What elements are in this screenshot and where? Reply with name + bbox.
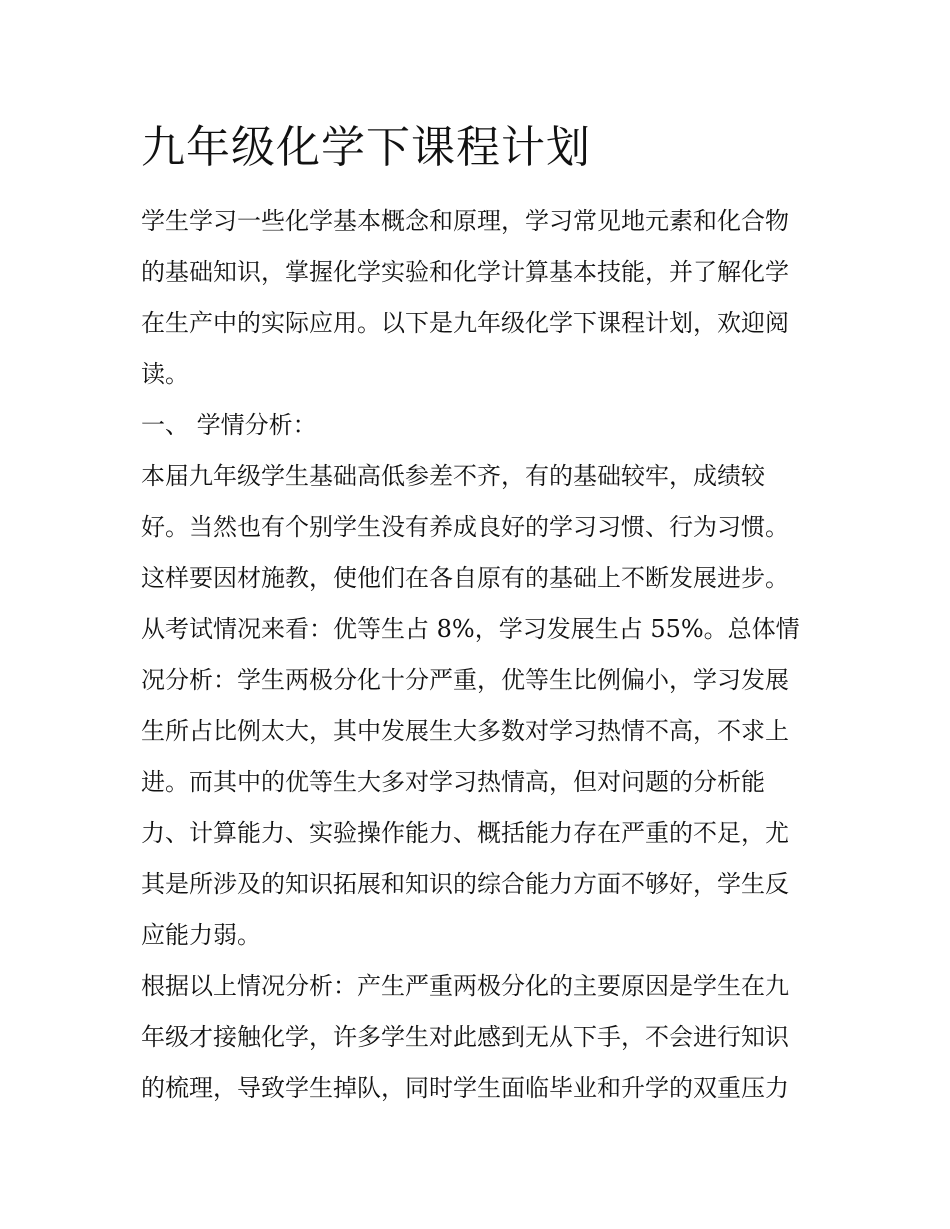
- text-line: 应能力弱。: [141, 921, 261, 949]
- text-line: 的梳理，导致学生掉队，同时学生面临毕业和升学的双重压力: [141, 1074, 789, 1102]
- intro-paragraph: [141, 196, 813, 400]
- text-line: 本届九年级学生基础高低参差不齐，有的基础较牢，成绩较: [141, 462, 765, 490]
- text-line: 力、计算能力、实验操作能力、概括能力存在严重的不足，尤: [141, 819, 789, 847]
- text-line: 生所占比例太大，其中发展生大多数对学习热情不高，不求上: [141, 717, 789, 745]
- text-line: 的基础知识，掌握化学实验和化学计算基本技能，并了解化学: [141, 258, 789, 286]
- text-line: 在生产中的实际应用。以下是九年级化学下课程计划，欢迎阅: [141, 309, 789, 337]
- text-line: 读。: [141, 360, 189, 388]
- section-heading: 一、 学情分析：: [141, 411, 317, 439]
- document-title: 九年级化学下课程计划: [141, 122, 591, 173]
- text-line: 年级才接触化学，许多学生对此感到无从下手，不会进行知识: [141, 1023, 789, 1051]
- text-line: 况分析：学生两极分化十分严重，优等生比例偏小，学习发展: [141, 666, 789, 694]
- text-line: 从考试情况来看：优等生占 8%，学习发展生占 55%。总体情: [141, 615, 800, 643]
- text-line: 根据以上情况分析：产生严重两极分化的主要原因是学生在九: [141, 972, 789, 1000]
- document-body: [141, 118, 813, 1114]
- text-line: 进。而其中的优等生大多对学习热情高，但对问题的分析能: [141, 768, 765, 796]
- text-line: 这样要因材施教，使他们在各自原有的基础上不断发展进步。: [141, 564, 789, 592]
- text-line: 好。当然也有个别学生没有养成良好的学习习惯、行为习惯。: [141, 513, 789, 541]
- text-line: 其是所涉及的知识拓展和知识的综合能力方面不够好，学生反: [141, 870, 789, 898]
- text-line: 学生学习一些化学基本概念和原理，学习常见地元素和化合物: [141, 207, 789, 235]
- conclusion-paragraph: [141, 961, 813, 1114]
- analysis-paragraph: [141, 451, 813, 961]
